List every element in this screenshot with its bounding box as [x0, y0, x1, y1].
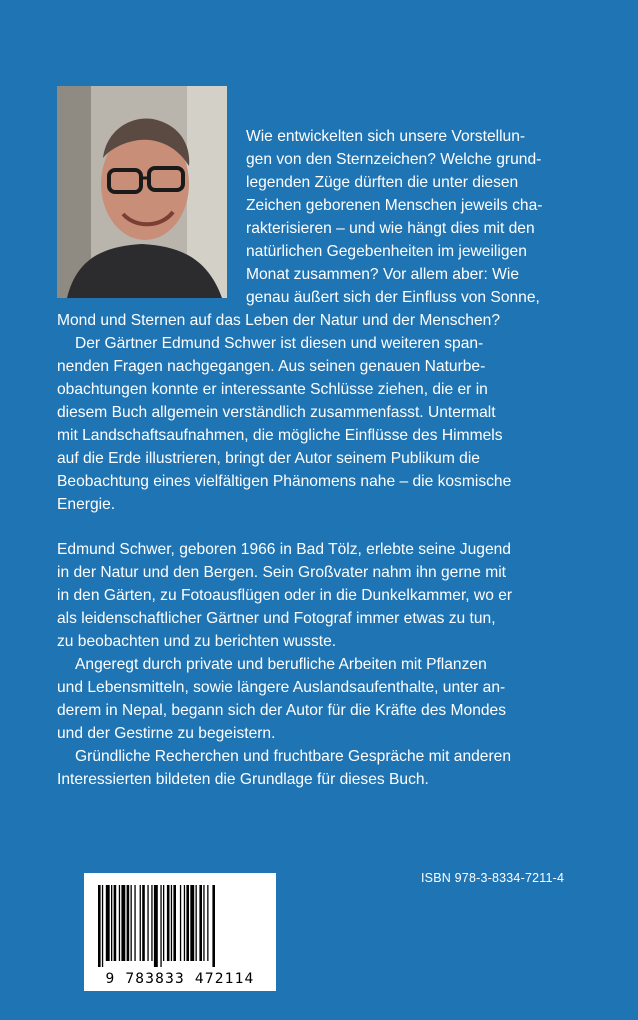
text-line: als leidenschaftlicher Gärtner und Fotograf immer etwas zu tun,	[57, 610, 496, 627]
text-line: rakterisieren – und wie hängt dies mit den	[246, 220, 535, 237]
barcode-bar	[167, 885, 170, 961]
text-line: genau äußert sich der Einfluss von Sonne,	[246, 289, 540, 306]
text-line: Gründliche Recherchen und fruchtbare Gespräche mit anderen	[75, 748, 512, 765]
text-line: Interessierten bildeten die Grundlage für dieses Buch.	[57, 771, 429, 788]
barcode-bar	[121, 885, 125, 961]
barcode-bar	[131, 885, 132, 961]
barcode-bar	[186, 885, 189, 961]
text-line: und der Gestirne zu begeistern.	[57, 725, 276, 742]
text-line: Monat zusammen? Vor allem aber: Wie	[246, 266, 520, 283]
barcode-bar	[127, 885, 130, 961]
isbn-label: ISBN 978-3-8334-7211-4	[421, 871, 565, 885]
barcode-bar	[173, 885, 176, 961]
text-line: gen von den Sternzeichen? Welche grund-	[246, 151, 542, 168]
text-line: obachtungen konnte er interessante Schlüsse ziehen, die er in	[57, 381, 488, 398]
text-line: Angeregt durch private und berufliche Arbeiten mit Pflanzen	[75, 656, 487, 673]
author-interest-paragraph	[57, 653, 506, 745]
portrait-photo-icon	[57, 86, 227, 298]
barcode-bar	[119, 885, 120, 961]
text-line: zu beobachten und zu berichten wusste.	[57, 633, 337, 650]
barcode-bar	[203, 885, 204, 961]
intro-paragraph-wrapped	[246, 125, 542, 309]
barcode-bar	[134, 885, 135, 961]
text-line: legenden Züge dürften die unter diesen	[246, 174, 519, 191]
text-line: in den Gärten, zu Fotoausflügen oder in die Dunkelkammer, wo er	[57, 587, 513, 604]
barcode-bar	[98, 885, 101, 967]
barcode-bar	[151, 885, 152, 961]
barcode-icon	[84, 873, 276, 969]
barcode-bar	[142, 885, 145, 961]
barcode-bar	[171, 885, 172, 961]
barcode-bar	[114, 885, 117, 961]
text-line: Der Gärtner Edmund Schwer ist diesen und weiteren span-	[75, 335, 484, 352]
barcode-bar	[199, 885, 202, 961]
text-line: Wie entwickelten sich unsere Vorstellun-	[246, 128, 526, 145]
text-line: derem in Nepal, begann sich der Autor für die Kräfte des Mondes	[57, 702, 507, 719]
author-bio-paragraph	[57, 538, 512, 653]
barcode	[84, 873, 276, 991]
text-line: mit Landschaftsaufnahmen, die mögliche Einflüsse des Himmels	[57, 427, 503, 444]
barcode-bar	[196, 885, 197, 961]
barcode-bar	[147, 885, 148, 961]
intro-paragraph-end	[57, 309, 500, 332]
text-line: natürlichen Gegebenheiten im jeweiligen	[246, 243, 527, 260]
text-line: nenden Fragen nachgegangen. Aus seinen genauen Naturbe-	[57, 358, 486, 375]
text-line: Zeichen geborenen Menschen jeweils cha-	[246, 197, 543, 214]
text-line: Mond und Sternen auf das Leben der Natur und der Menschen?	[57, 312, 500, 329]
barcode-bar	[154, 885, 158, 967]
barcode-bar	[111, 885, 112, 961]
text-line: diesem Buch allgemein verständlich zusammenfasst. Untermalt	[57, 404, 496, 421]
barcode-bar	[207, 885, 208, 961]
text-line: Edmund Schwer, geboren 1966 in Bad Tölz, erlebte seine Jugend	[57, 541, 511, 558]
barcode-digits: 9 783833 472114	[105, 971, 255, 987]
text-line: und Lebensmitteln, sowie längere Auslandsaufenthalte, unter an-	[57, 679, 506, 696]
barcode-bar	[102, 885, 103, 967]
description-paragraph	[57, 332, 511, 516]
barcode-bar	[184, 885, 185, 961]
text-line: in der Natur und den Bergen. Sein Großvater nahm ihn gerne mit	[57, 564, 506, 581]
barcode-bar	[106, 885, 110, 961]
research-paragraph	[57, 745, 511, 791]
barcode-bar	[140, 885, 141, 961]
text-line: Beobachtung eines vielfältigen Phänomens nahe – die kosmische	[57, 473, 512, 490]
text-line: Energie.	[57, 496, 116, 513]
barcode-bar	[163, 885, 164, 961]
author-photo	[57, 86, 227, 298]
barcode-bar	[190, 885, 194, 961]
barcode-bar	[212, 885, 215, 967]
barcode-bar	[160, 885, 161, 967]
text-line: auf die Erde illustrieren, bringt der Autor seinem Publikum die	[57, 450, 480, 467]
barcode-bar	[180, 885, 181, 961]
